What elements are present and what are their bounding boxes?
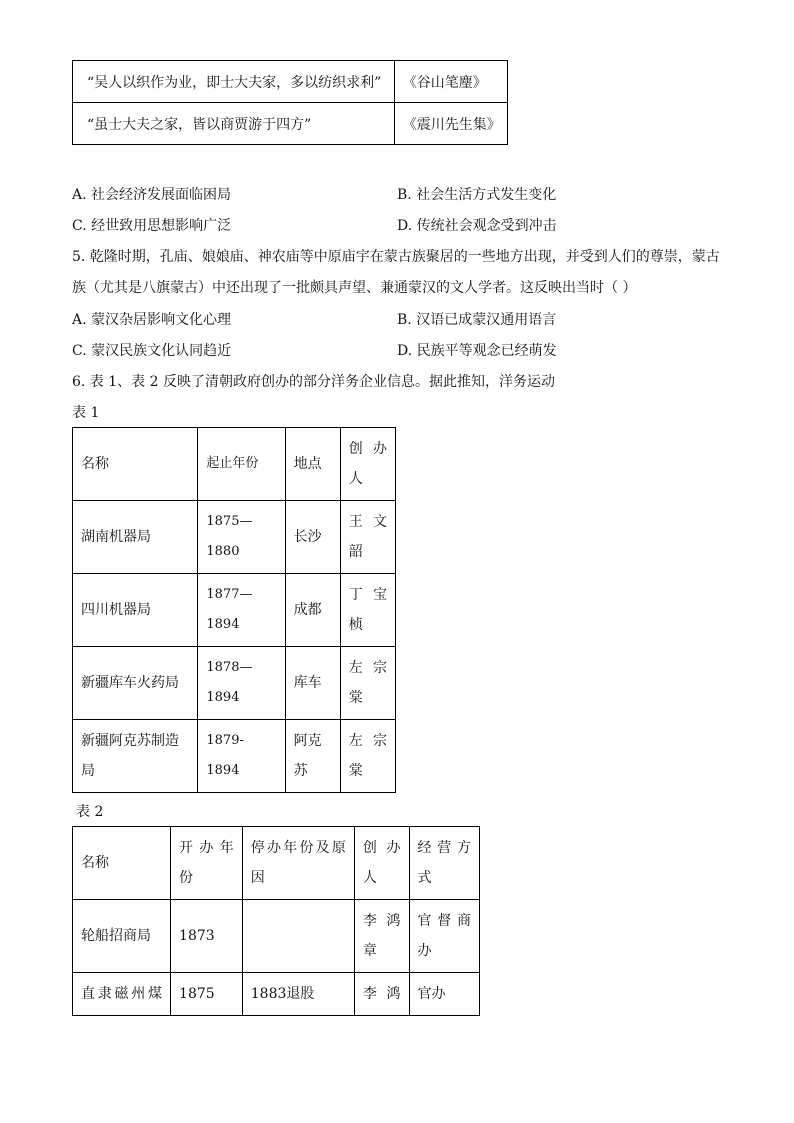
table2-label: 表 2 bbox=[76, 804, 104, 820]
q6-stem: 6. 表 1、表 2 反映了清朝政府创办的部分洋务企业信息。据此推知，洋务运动 bbox=[72, 374, 555, 390]
table-1 bbox=[72, 427, 396, 793]
q5-option-a[interactable]: A. 蒙汉杂居影响文化心理 bbox=[72, 312, 232, 328]
cell-name: 湖南机器局 bbox=[73, 501, 198, 574]
q4-option-d[interactable]: D. 传统社会观念受到冲击 bbox=[397, 218, 557, 234]
quote-cell: “虽士大夫之家，皆以商贾游于四方” bbox=[73, 103, 395, 145]
cell-years: 1877—1894 bbox=[198, 574, 285, 647]
header-founder: 创办人 bbox=[340, 428, 395, 501]
table-row bbox=[73, 501, 396, 574]
table1-label: 表 1 bbox=[72, 405, 100, 421]
quote-cell: “吴人以织作为业，即士大夫家，多以纺织求利” bbox=[73, 61, 395, 103]
cell-founder: 丁宝桢 bbox=[340, 574, 395, 647]
header-founder: 创办人 bbox=[354, 827, 409, 900]
q4-option-a[interactable]: A. 社会经济发展面临困局 bbox=[72, 187, 232, 203]
table-row bbox=[73, 61, 508, 103]
table-row bbox=[73, 900, 480, 973]
cell-location: 长沙 bbox=[285, 501, 340, 574]
cell-location: 成都 bbox=[285, 574, 340, 647]
table-header-row bbox=[73, 428, 396, 501]
header-name: 名称 bbox=[73, 827, 171, 900]
header-name: 名称 bbox=[73, 428, 198, 501]
table-header-row bbox=[73, 827, 480, 900]
source-cell: 《震川先生集》 bbox=[394, 103, 507, 145]
cell-years: 1875—1880 bbox=[198, 501, 285, 574]
cell-name: 新疆阿克苏制造局 bbox=[73, 720, 198, 793]
cell-close-reason: 1883退股 bbox=[242, 973, 354, 1016]
cell-founder: 李鸿 bbox=[354, 973, 409, 1016]
cell-location: 库车 bbox=[285, 647, 340, 720]
cell-years: 1878—1894 bbox=[198, 647, 285, 720]
header-management: 经营方式 bbox=[409, 827, 479, 900]
q4-option-b[interactable]: B. 社会生活方式发生变化 bbox=[397, 187, 557, 203]
cell-founder: 李鸿章 bbox=[354, 900, 409, 973]
cell-management: 官办 bbox=[409, 973, 479, 1016]
cell-founder: 王文韶 bbox=[340, 501, 395, 574]
header-close-reason: 停办年份及原因 bbox=[242, 827, 354, 900]
table-row bbox=[73, 720, 396, 793]
q5-stem-line1: 5. 乾隆时期，孔庙、娘娘庙、神农庙等中原庙宇在蒙古族聚居的一些地方出现，并受到人们的尊崇，蒙古 bbox=[72, 249, 720, 265]
cell-name: 新疆库车火药局 bbox=[73, 647, 198, 720]
header-open-year: 开办年份 bbox=[171, 827, 243, 900]
cell-years: 1879-1894 bbox=[198, 720, 285, 793]
cell-founder: 左宗棠 bbox=[340, 720, 395, 793]
header-location: 地点 bbox=[285, 428, 340, 501]
cell-management: 官督商办 bbox=[409, 900, 479, 973]
cell-name: 直隶磁州煤 bbox=[73, 973, 171, 1016]
q5-option-b[interactable]: B. 汉语已成蒙汉通用语言 bbox=[397, 312, 557, 328]
q4-option-c[interactable]: C. 经世致用思想影响广泛 bbox=[72, 218, 232, 234]
q5-option-c[interactable]: C. 蒙汉民族文化认同趋近 bbox=[72, 343, 232, 359]
cell-founder: 左宗棠 bbox=[340, 647, 395, 720]
header-years: 起止年份 bbox=[198, 428, 285, 501]
quote-table bbox=[72, 60, 508, 145]
cell-open-year: 1875 bbox=[171, 973, 243, 1016]
q5-stem-line2: 族（尤其是八旗蒙古）中还出现了一批颇具声望、兼通蒙汉的文人学者。这反映出当时（ ） bbox=[72, 280, 637, 296]
cell-close-reason bbox=[242, 900, 354, 973]
cell-name: 轮船招商局 bbox=[73, 900, 171, 973]
cell-name: 四川机器局 bbox=[73, 574, 198, 647]
table-row bbox=[73, 973, 480, 1016]
q5-option-d[interactable]: D. 民族平等观念已经萌发 bbox=[397, 343, 557, 359]
cell-location: 阿克苏 bbox=[285, 720, 340, 793]
table-row bbox=[73, 647, 396, 720]
table-row bbox=[73, 574, 396, 647]
table-row bbox=[73, 103, 508, 145]
source-cell: 《谷山笔麈》 bbox=[394, 61, 507, 103]
table-2 bbox=[72, 826, 480, 1016]
cell-open-year: 1873 bbox=[171, 900, 243, 973]
